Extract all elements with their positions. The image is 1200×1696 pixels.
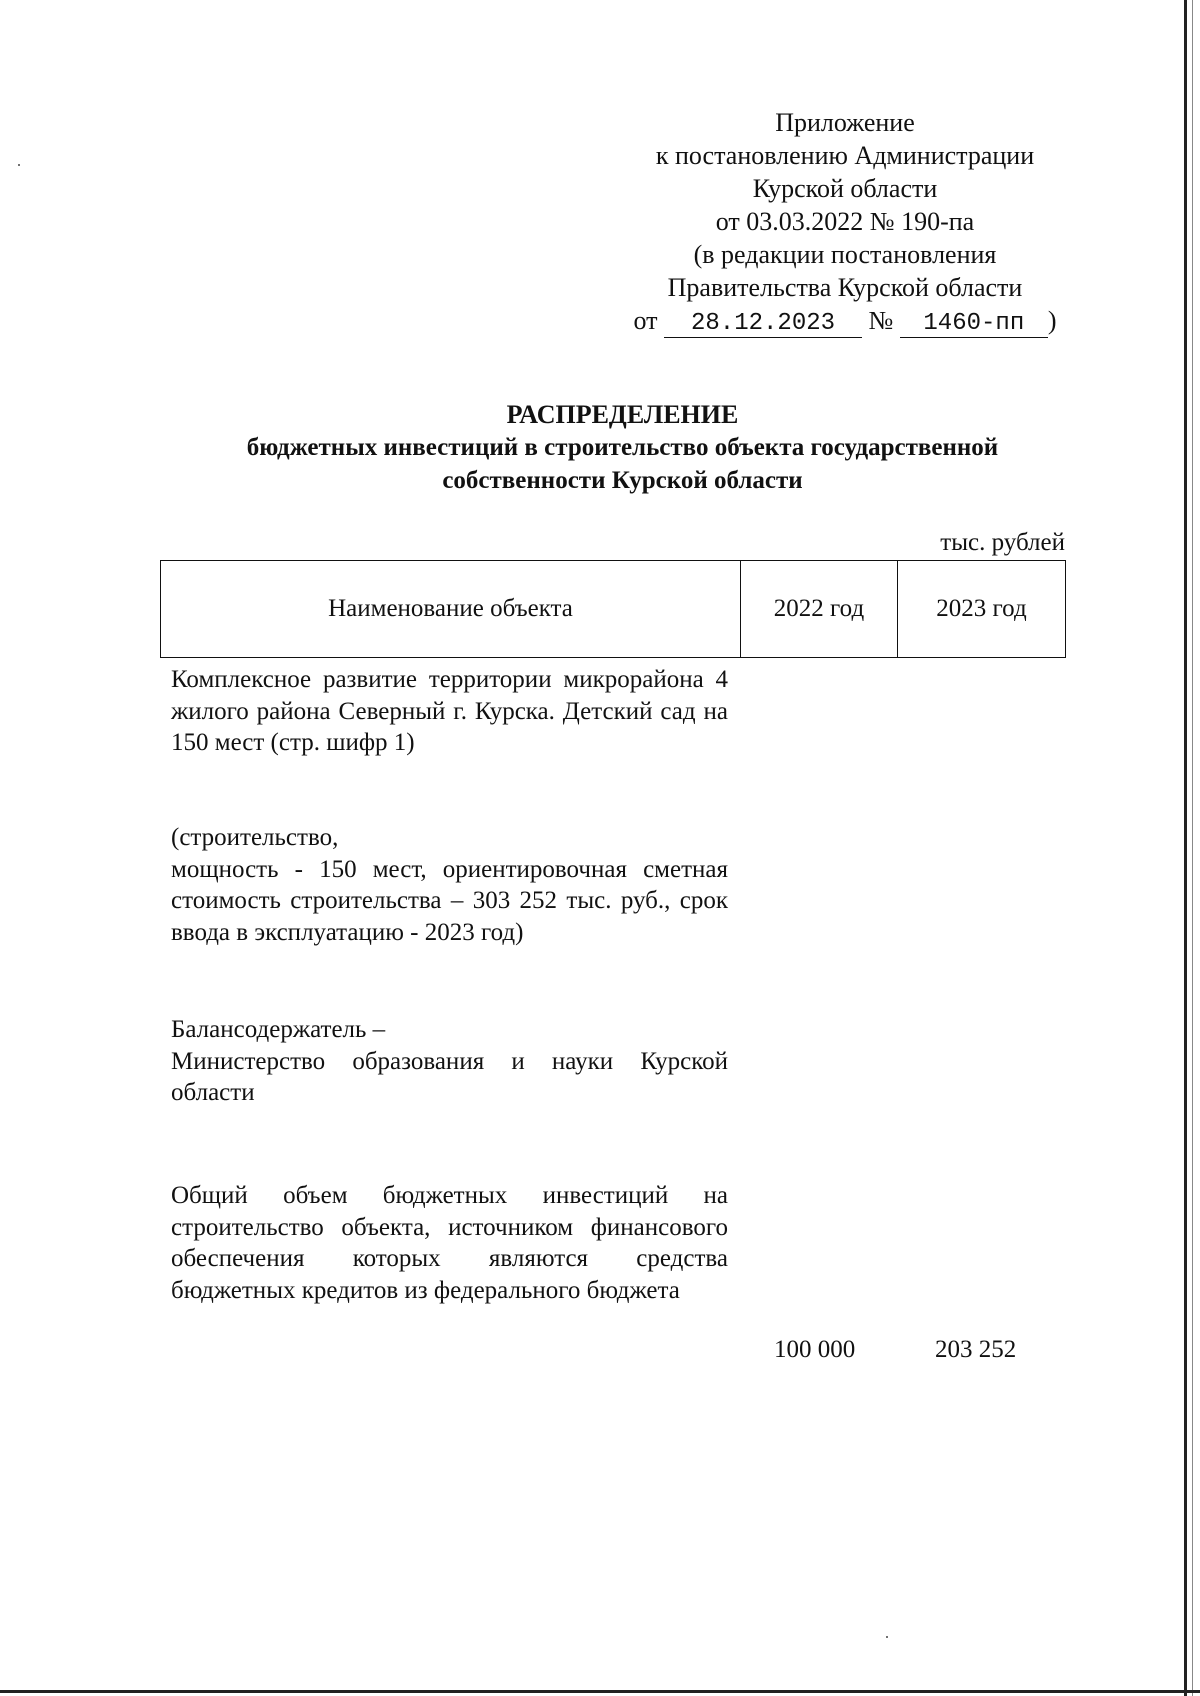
amendment-line — [615, 304, 1075, 338]
scan-speck — [18, 164, 20, 166]
scan-edge-bottom — [0, 1690, 1200, 1693]
value-2023: 203 252 — [935, 1336, 1017, 1363]
scan-edge-right-thin — [1192, 0, 1193, 1696]
scan-edge-right — [1184, 0, 1187, 1696]
total-description: Общий объем бюджетных инвестиций на строительство объекта, источником финансового обеспечения которых являются средства бюджетных кредитов из федерального бюджета — [171, 1182, 728, 1304]
header-line: Правительства Курской области — [667, 273, 1023, 302]
amendment-number: 1460-пп — [900, 311, 1048, 338]
construction-info — [171, 822, 728, 948]
document-title — [150, 398, 1095, 497]
scan-speck — [886, 1636, 888, 1638]
object-name-cell — [171, 664, 728, 759]
total-investment — [171, 1180, 728, 1306]
amendment-close: ) — [1047, 306, 1057, 335]
column-header-2022: 2022 год — [741, 561, 898, 657]
construction-line: (строительство, — [171, 824, 339, 851]
amendment-number-sign: № — [868, 306, 894, 335]
object-name: Комплексное развитие территории микрорайона 4 жилого района Северный г. Курска. Детский сад на 150 мест (стр. шифр 1) — [171, 666, 728, 756]
title-line: бюджетных инвестиций в строительство объекта государственной — [246, 434, 999, 461]
appendix-header — [615, 106, 1075, 338]
balance-holder — [171, 1014, 728, 1109]
column-header-2023: 2023 год — [936, 595, 1027, 622]
column-header-name: Наименование объекта — [161, 561, 741, 657]
construction-details: мощность - 150 мест, ориентировочная сметная стоимость строительства – 303 252 тыс. руб., срок ввода в эксплуатацию - 2023 год) — [171, 855, 728, 946]
table-header — [160, 560, 1066, 658]
header-line: к постановлению Администрации — [655, 141, 1035, 170]
units-label: тыс. рублей — [940, 529, 1065, 556]
header-line: (в редакции постановления — [693, 240, 997, 269]
amendment-prefix: от — [633, 306, 658, 335]
header-line: Курской области — [752, 174, 938, 203]
title-main: РАСПРЕДЕЛЕНИЕ — [506, 400, 739, 429]
value-2022: 100 000 — [774, 1336, 856, 1363]
header-line: Приложение — [775, 108, 915, 137]
holder-label: Балансодержатель – — [171, 1016, 386, 1043]
header-line: от 03.03.2022 № 190-па — [715, 207, 975, 236]
holder-name: Министерство образования и науки Курской области — [171, 1047, 728, 1106]
amendment-date: 28.12.2023 — [664, 311, 862, 338]
title-line: собственности Курской области — [442, 467, 803, 494]
